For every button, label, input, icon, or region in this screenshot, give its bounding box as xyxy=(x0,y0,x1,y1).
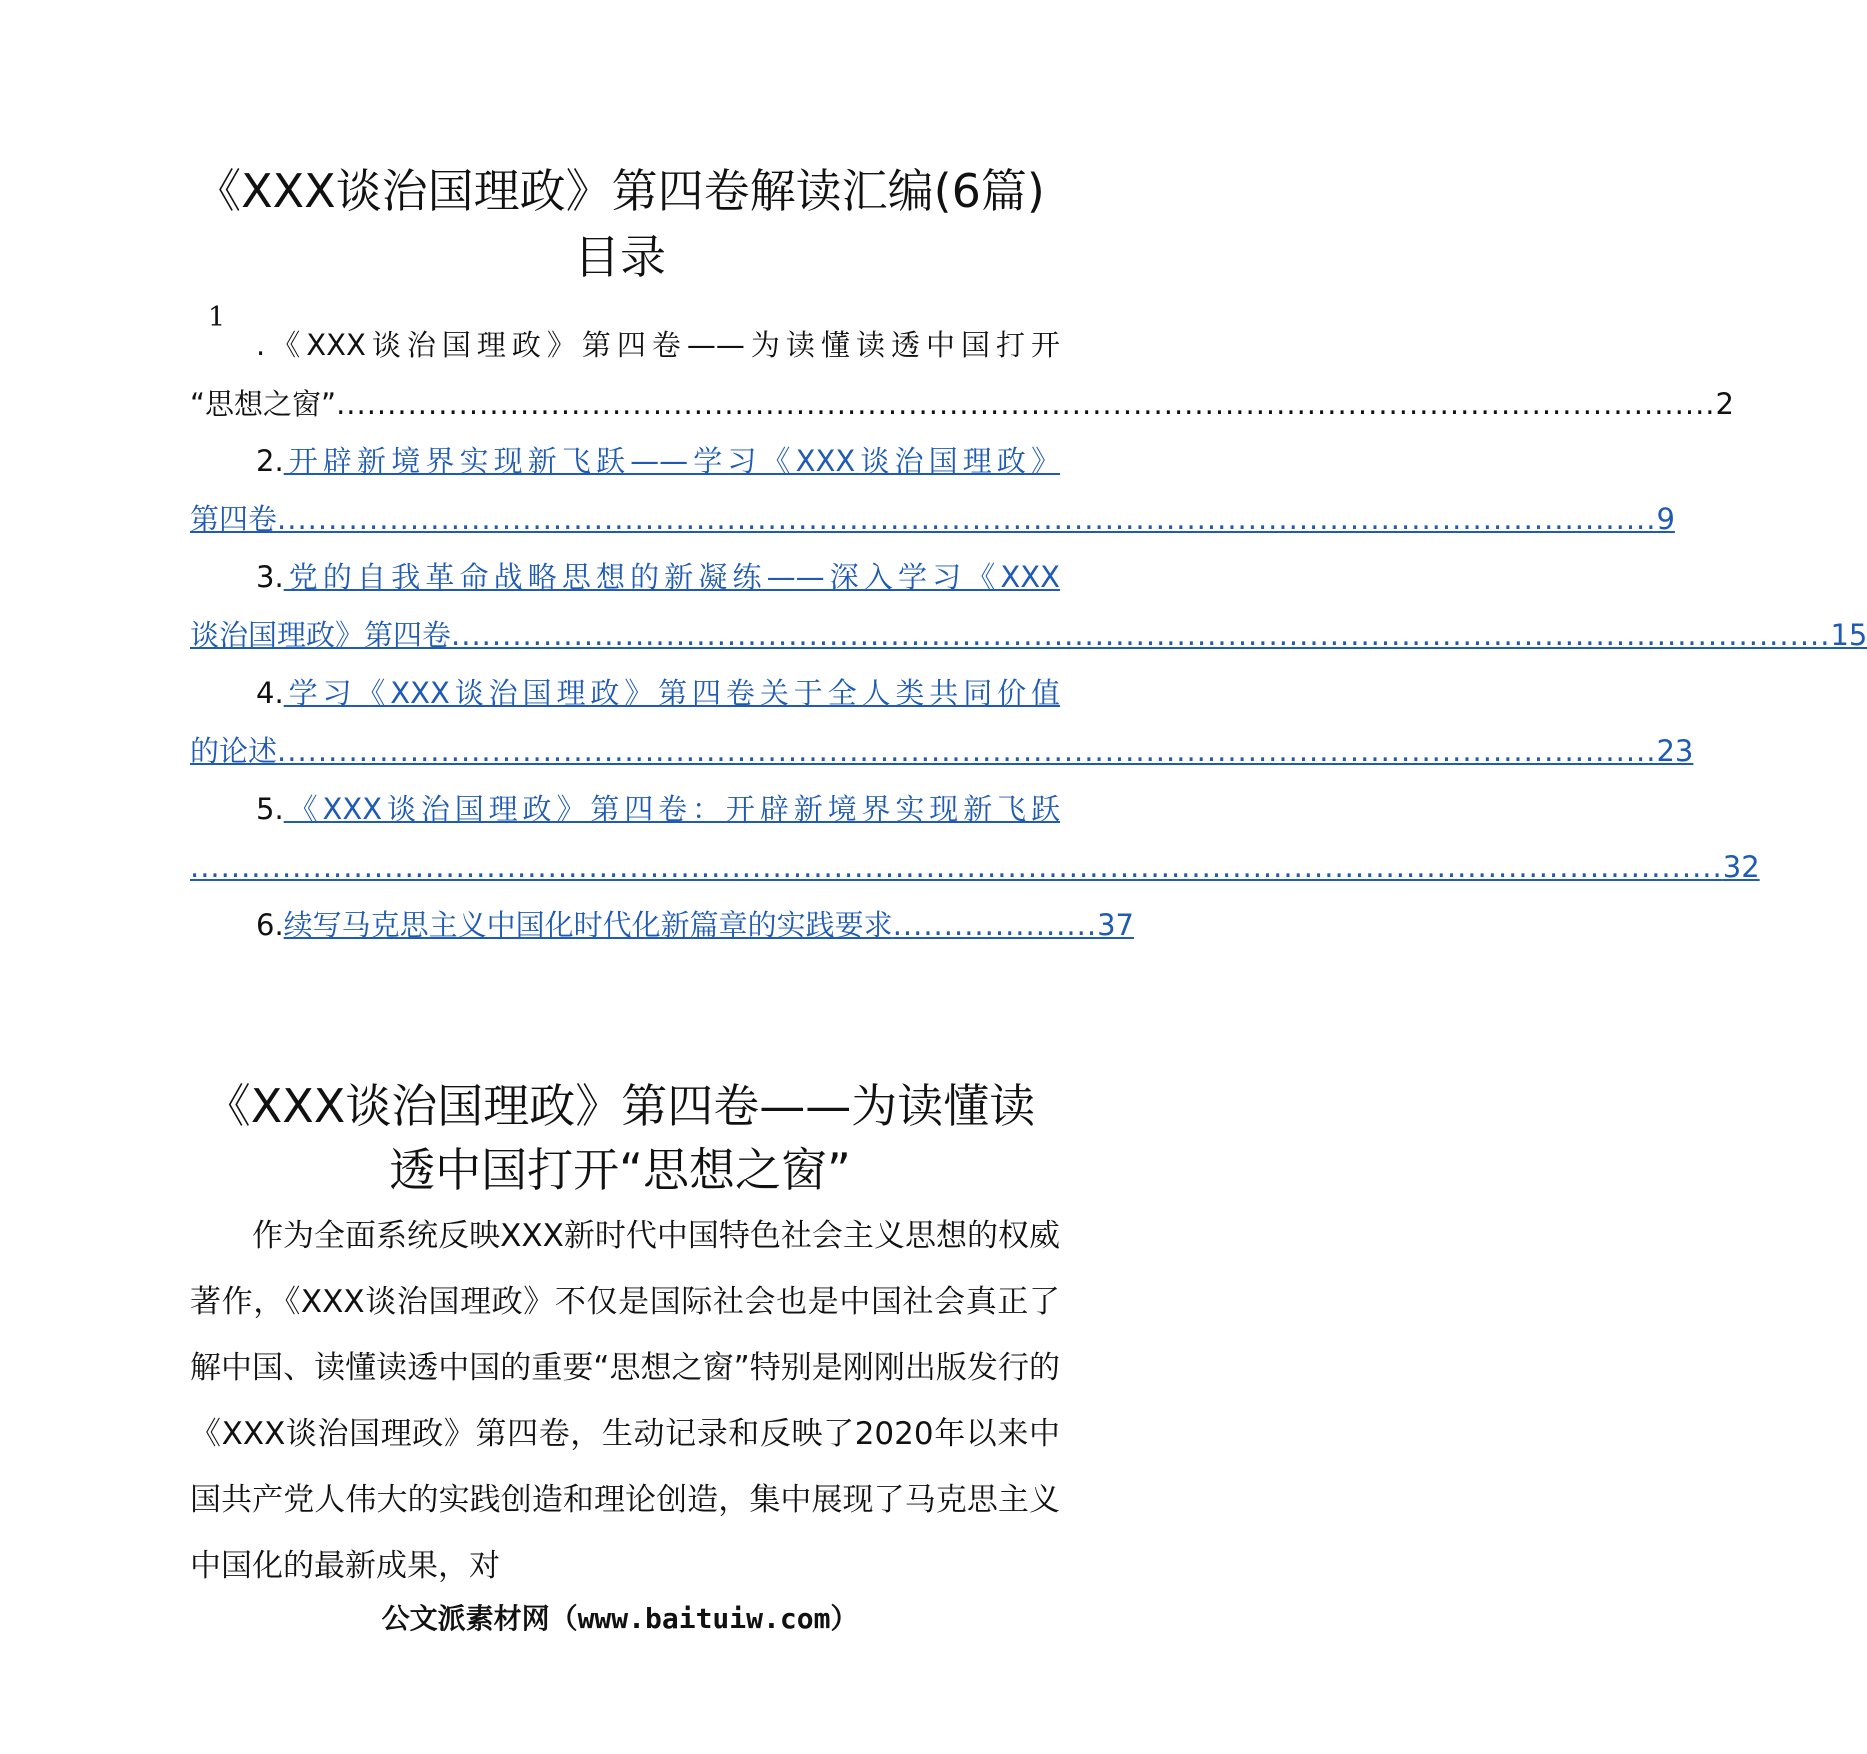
toc-leader-dots: .................... xyxy=(892,908,1098,942)
toc-item-2-line1[interactable]: 2.开辟新境界实现新飞跃——学习《XXX谈治国理政》 xyxy=(256,444,1060,478)
toc-item-1-page: 2 xyxy=(1715,387,1734,421)
toc-leader-dots: ....................................................................................................................................... xyxy=(277,734,1657,768)
section-title: 《XXX谈治国理政》第四卷——为读懂读 xyxy=(204,1079,1036,1133)
toc-item-6-page[interactable]: 37 xyxy=(1097,908,1134,942)
toc-item-3-link[interactable]: 党的自我革命战略思想的新凝练——深入学习《XXX xyxy=(283,560,1060,594)
toc-item-3-page[interactable]: 15 xyxy=(1830,618,1867,652)
toc-item-4-line2[interactable]: 的论述 ....................................................................................................................................... 23 xyxy=(190,731,1060,771)
toc-item-2-link[interactable]: 开辟新境界实现新飞跃——学习《XXX谈治国理政》 xyxy=(283,444,1060,478)
toc-item-3-line2[interactable]: 谈治国理政》第四卷 ....................................................................................................................................... 15 xyxy=(190,615,1060,655)
toc-item-4-link[interactable]: 学习《XXX谈治国理政》第四卷关于全人类共同价值 xyxy=(283,676,1060,710)
toc-marker: 1 xyxy=(208,302,226,333)
toc-item-4-line1[interactable]: 4.学习《XXX谈治国理政》第四卷关于全人类共同价值 xyxy=(256,676,1060,710)
toc-item-1-title: 《XXX谈治国理政》第四卷——为读懂读透中国打开 xyxy=(265,328,1060,362)
footer-watermark: 公文派素材网（www.baituiw.com） xyxy=(381,1602,859,1635)
toc-heading: 目录 xyxy=(574,230,666,284)
toc-item-5-page[interactable]: 32 xyxy=(1722,850,1760,884)
section-title-cont: 透中国打开“思想之窗” xyxy=(389,1143,851,1197)
body-paragraph: 作为全面系统反映XXX新时代中国特色社会主义思想的权威著作，《XXX谈治国理政》不仅是国际社会也是中国社会真正了解中国、读懂读透中国的重要“思想之窗”特别是刚刚出版发行的《XXX谈治国理政》第四卷，生动记录和反映了2020年以来中国共产党人伟大的实践创造和理论创造，集中展现了马克思主义中国化的最新成果，对 xyxy=(190,1218,1060,1584)
toc-leader-dots: ....................................................................................................................................... xyxy=(451,618,1831,652)
toc-leader-dots: ....................................................................................................................................... xyxy=(277,502,1657,536)
toc-item-4-page[interactable]: 23 xyxy=(1656,734,1694,768)
toc-item-1-line1[interactable]: .《XXX谈治国理政》第四卷——为读懂读透中国打开 xyxy=(256,328,1060,362)
toc-leader-dots: ...................................................................................................................................................... xyxy=(190,850,1723,884)
toc-item-2-page[interactable]: 9 xyxy=(1656,502,1675,536)
toc-item-6-line1[interactable]: 6. 续写马克思主义中国化时代化新篇章的实践要求 .................... 37 xyxy=(256,905,1060,945)
toc-item-3-line1[interactable]: 3.党的自我革命战略思想的新凝练——深入学习《XXX xyxy=(256,560,1060,594)
toc-item-5-link[interactable]: 《XXX谈治国理政》第四卷：开辟新境界实现新飞跃 xyxy=(283,792,1060,826)
toc-item-5-line1[interactable]: 5.《XXX谈治国理政》第四卷：开辟新境界实现新飞跃 xyxy=(256,792,1060,826)
toc-item-2-line2[interactable]: 第四卷 ....................................................................................................................................... 9 xyxy=(190,499,1060,539)
toc-item-5-line2[interactable] xyxy=(190,847,1760,887)
document-title: 《XXX谈治国理政》第四卷解读汇编(6篇) xyxy=(195,164,1045,218)
toc-item-6-link[interactable]: 续写马克思主义中国化时代化新篇章的实践要求 xyxy=(283,908,893,942)
toc-item-1-line2[interactable]: “思想之窗” ....................................................................................................................................... 2 xyxy=(190,384,1060,424)
toc-leader-dots: ....................................................................................................................................... xyxy=(336,387,1716,421)
